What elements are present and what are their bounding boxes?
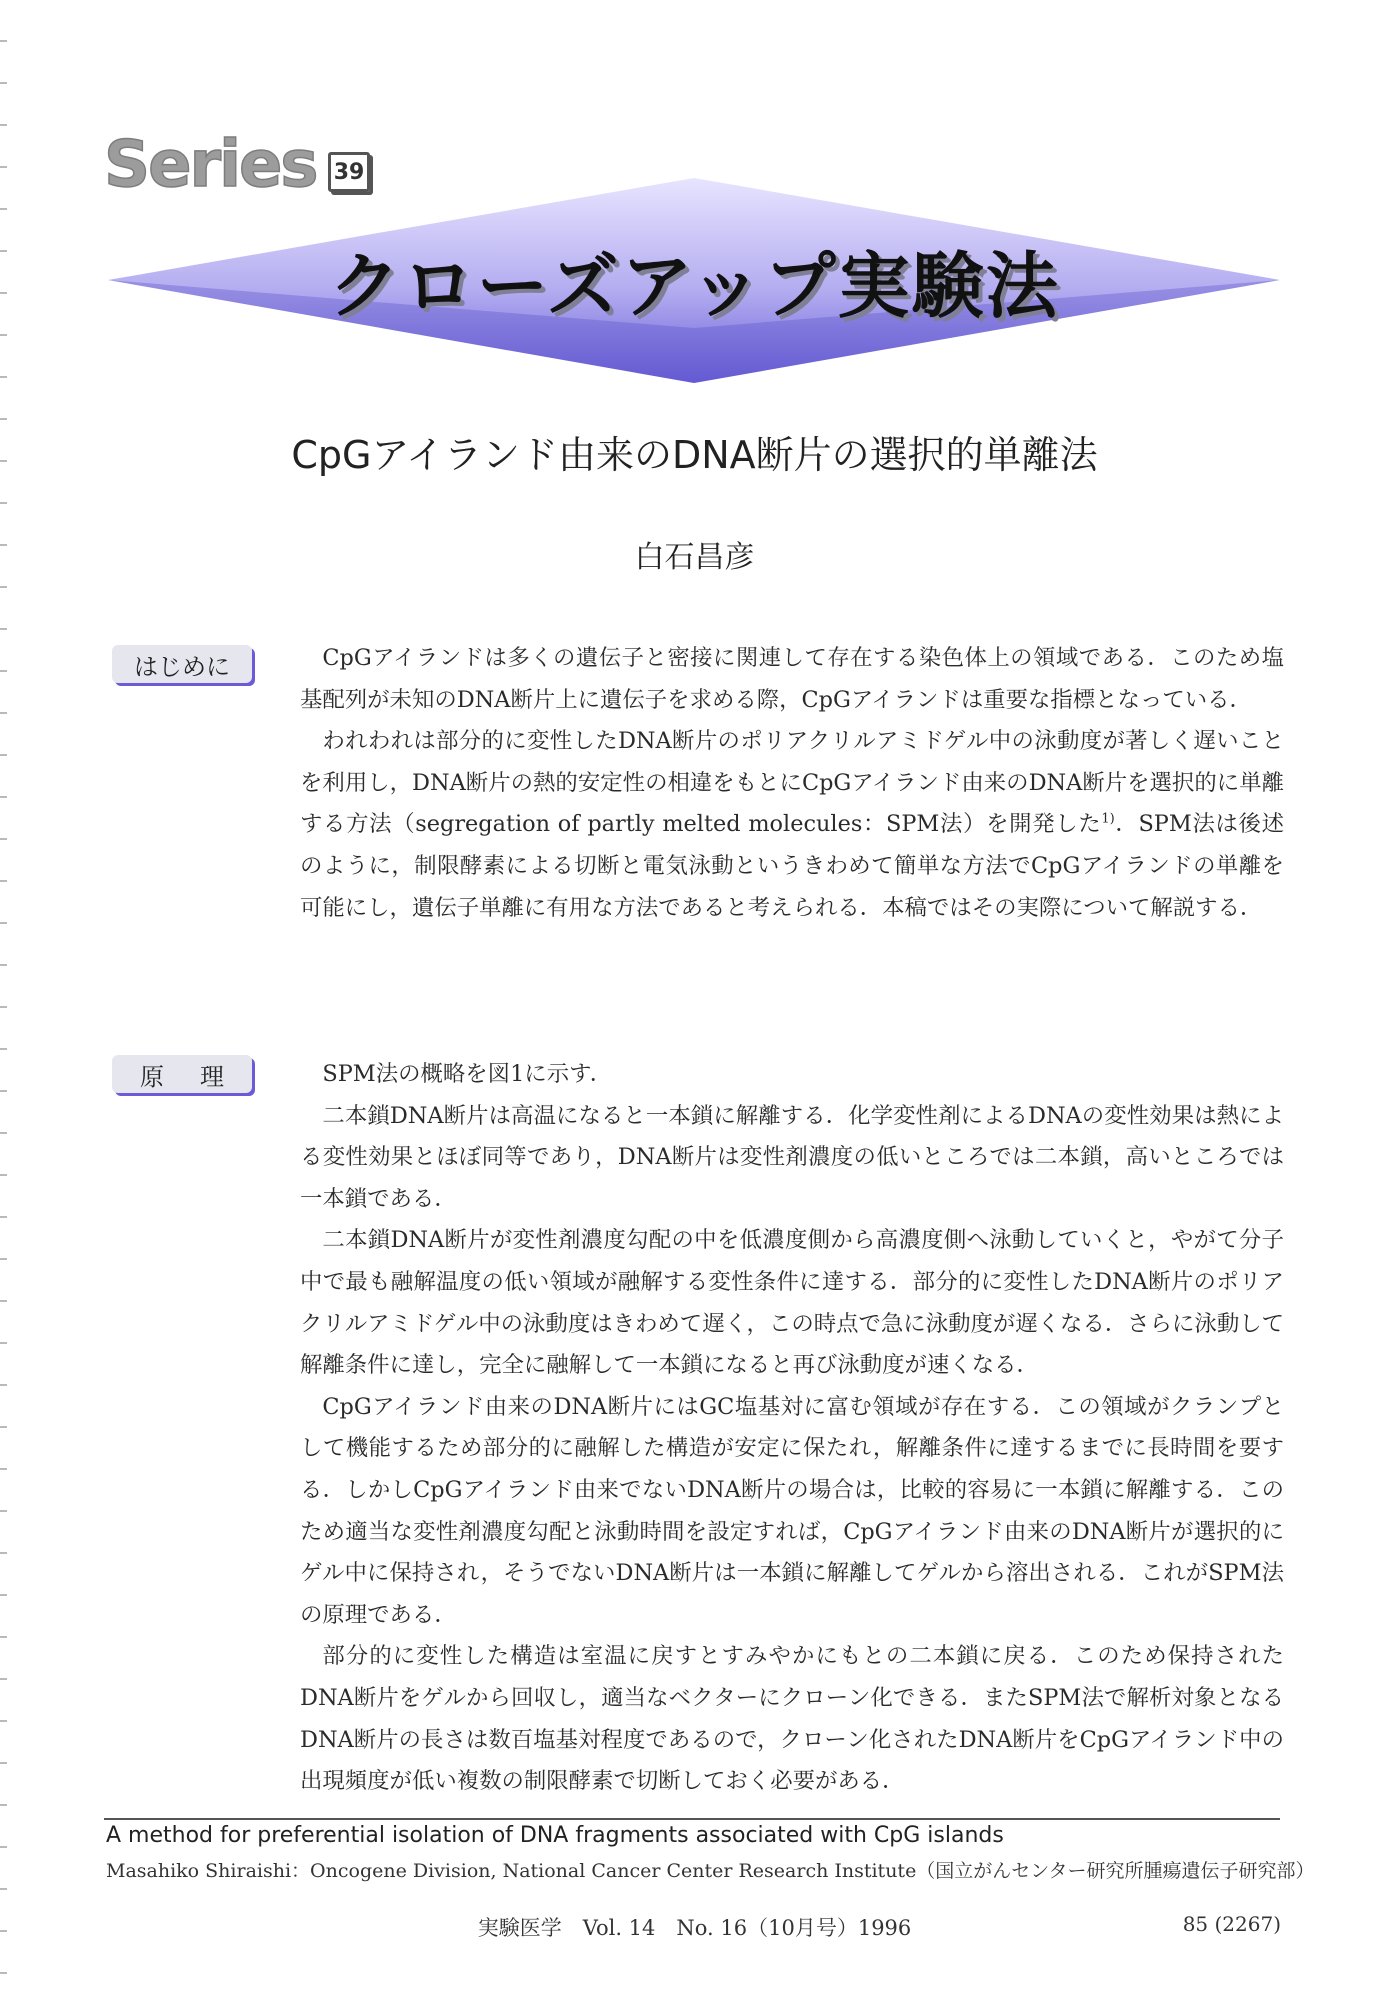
label-char: 原 [140, 1062, 164, 1091]
edge-tick [0, 1720, 7, 1722]
edge-tick [0, 1048, 7, 1050]
edge-tick [0, 964, 7, 966]
article-title: CpGアイランド由来のDNA断片の選択的単離法 [291, 433, 1098, 477]
edge-tick [0, 838, 7, 840]
edge-tick [0, 124, 7, 126]
edge-tick [0, 1216, 7, 1218]
paragraph: CpGアイランドは多くの遺伝子と密接に関連して存在する染色体上の領域である．このため塩基配列が未知のDNA断片上に遺伝子を求める際，CpGアイランドは重要な指標となっている． [300, 645, 1284, 713]
section-label-introduction: はじめに [112, 645, 252, 683]
edge-tick [0, 502, 7, 504]
edge-tick [0, 670, 7, 672]
author-affiliation: Masahiko Shiraishi：Oncogene Division, National Cancer Center Research Institute（国立がんセンター研究所腫瘍遺伝子研究部） [106, 1860, 1315, 1882]
edge-tick [0, 292, 7, 294]
footer-divider [104, 1818, 1280, 1820]
paragraph-text: ．SPM法は後述のように，制限酵素による切断と電気泳動というきわめて簡単な方法でCpGアイランドの単離を可能にし，遺伝子単離に有用な方法であると考えられる．本稿ではその実際について解説する． [300, 811, 1284, 921]
edge-tick [0, 418, 7, 420]
paragraph: 部分的に変性した構造は室温に戻すとすみやかにもとの二本鎖に戻る．このため保持されたDNA断片をゲルから回収し，適当なベクターにクローン化できる．またSPM法で解析対象となるDNA断片の長さは数百塩基対程度であるので，クローン化されたDNA断片をCpGアイランド中の出現頻度が低い複数の制限酵素で切断しておく必要がある． [300, 1643, 1284, 1795]
series-number-badge: 39 [328, 152, 370, 192]
edge-tick [0, 1426, 7, 1428]
edge-tick [0, 712, 7, 714]
edge-tick [0, 208, 7, 210]
paragraph: CpGアイランド由来のDNA断片にはGC塩基対に富む領域が存在する．この領域がクランプとして機能するため部分的に融解した構造が安定に保たれ，解離条件に達するまでに長時間を要する．しかしCpGアイランド由来でないDNA断片の場合は，比較的容易に一本鎖に解離する．このため適当な変性剤濃度勾配と泳動時間を設定すれば，CpGアイランド由来のDNA断片が選択的にゲル中に保持され，そうでないDNA断片は一本鎖に解離してゲルから溶出される．これがSPM法の原理である． [300, 1393, 1284, 1628]
paragraph: 二本鎖DNA断片は高温になると一本鎖に解離する．化学変性剤によるDNAの変性効果は熱による変性効果とほぼ同等であり，DNA断片は変性剤濃度の低いところでは二本鎖，高いところでは一本鎖である． [300, 1102, 1284, 1212]
journal-citation: 実験医学 Vol. 14 No. 16（10月号）1996 [477, 1916, 912, 1940]
edge-tick [0, 1132, 7, 1134]
edge-tick [0, 334, 7, 336]
edge-tick [0, 82, 7, 84]
edge-tick [0, 1468, 7, 1470]
reference-mark: 1) [1101, 811, 1115, 827]
edge-tick [0, 1972, 7, 1974]
edge-tick [0, 166, 7, 168]
edge-tick [0, 1300, 7, 1302]
article-author: 白石昌彦 [634, 540, 755, 575]
edge-tick [0, 1006, 7, 1008]
edge-tick [0, 1552, 7, 1554]
edge-tick [0, 376, 7, 378]
edge-tick [0, 1384, 7, 1386]
edge-tick [0, 1678, 7, 1680]
english-title: A method for preferential isolation of DNA fragments associated with CpG islands [106, 1823, 1004, 1848]
paragraph: SPM法の概略を図1に示す． [322, 1061, 613, 1087]
label-char: 理 [200, 1062, 224, 1091]
paragraph-text: われわれは部分的に変性したDNA断片のポリアクリルアミドゲル中の泳動度が著しく遅いことを利用し，DNA断片の熱的安定性の相違をもとにCpGアイランド由来のDNA断片を選択的に単離する方法（segregation of partly melted molecules：SPM法）を開発した [300, 728, 1284, 838]
edge-tick [0, 1762, 7, 1764]
section-label-principle [112, 1055, 252, 1093]
edge-tick [0, 1636, 7, 1638]
edge-tick [0, 922, 7, 924]
edge-tick [0, 586, 7, 588]
edge-tick [0, 40, 7, 42]
edge-tick [0, 1594, 7, 1596]
page-number: 85 (2267) [1182, 1912, 1281, 1936]
edge-tick [0, 1888, 7, 1890]
edge-tick [0, 754, 7, 756]
edge-tick [0, 1804, 7, 1806]
paragraph: 二本鎖DNA断片が変性剤濃度勾配の中を低濃度側から高濃度側へ泳動していくと，やがて分子中で最も融解温度の低い領域が融解する変性条件に達する．部分的に変性したDNA断片のポリアクリルアミドゲル中の泳動度はきわめて遅く，この時点で急に泳動度が遅くなる．さらに泳動して解離条件に達し，完全に融解して一本鎖になると再び泳動度が速くなる． [300, 1227, 1284, 1379]
edge-tick [0, 1258, 7, 1260]
edge-tick [0, 1174, 7, 1176]
edge-tick [0, 1510, 7, 1512]
edge-tick [0, 628, 7, 630]
edge-tick [0, 880, 7, 882]
series-label: Series [104, 128, 317, 202]
paragraph [300, 721, 1284, 929]
edge-tick [0, 796, 7, 798]
banner-title: クローズアップ実験法 [328, 244, 1060, 328]
edge-tick [0, 1342, 7, 1344]
edge-tick [0, 1090, 7, 1092]
section-introduction-text [300, 638, 1284, 929]
page-edge-marks [0, 0, 10, 2011]
edge-tick [0, 250, 7, 252]
section-principle-text [300, 1054, 1284, 1803]
edge-tick [0, 1846, 7, 1848]
